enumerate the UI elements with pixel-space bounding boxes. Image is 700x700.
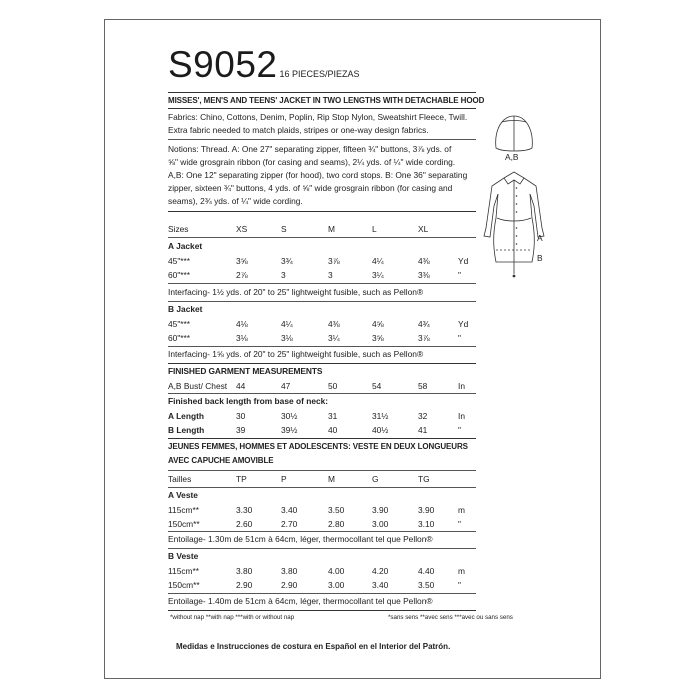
pattern-title: MISSES', MEN'S AND TEENS' JACKET IN TWO LENGTHS WITH DETACHABLE HOOD <box>168 96 485 105</box>
divider <box>168 211 476 212</box>
sizes-header-row-fr: Tailles TP P M G TG <box>168 474 430 484</box>
divider <box>168 139 476 140</box>
back-length-title: Finished back length from base of neck: <box>168 396 329 406</box>
section-label: B Veste <box>168 551 199 561</box>
yardage-row: 60"*** 2⅞ 3 3 3¼ 3⅜ " <box>168 270 461 280</box>
divider <box>168 548 476 549</box>
divider <box>168 393 476 394</box>
measurement-row: B Length 39 39½ 40 40½ 41 " <box>168 425 461 435</box>
spanish-note: Medidas e Instrucciones de costura en Español en el Interior del Patrón. <box>176 642 451 651</box>
yardage-row: 45"*** 3⅝ 3¾ 3⅞ 4¼ 4⅜ Yd <box>168 256 469 266</box>
divider <box>168 610 476 611</box>
view-b-label: B <box>537 253 543 263</box>
entoilage-line: Entoilage- 1.30m de 51cm à 64cm, léger, thermocollant tel que Pellon® <box>168 534 433 544</box>
divider <box>168 363 476 364</box>
divider <box>168 92 476 93</box>
metrage-row: 150cm** 2.60 2.70 2.80 3.00 3.10 " <box>168 519 461 529</box>
notions-line: ⅝" wide grosgrain ribbon (for casing and seams), 2¼ yds. of ¼" wide cording. <box>168 157 456 167</box>
section-label: A Jacket <box>168 241 203 251</box>
sizes-header-row: Sizes XS S M L XL <box>168 224 429 234</box>
footnote-fr: *sans sens **avec sens ***avec ou sans sens <box>388 614 513 621</box>
divider <box>168 108 476 109</box>
interfacing-line: Interfacing- 1½ yds. of 20" to 25" lightweight fusible, such as Pellon® <box>168 287 424 297</box>
measurement-row: A,B Bust/ Chest 44 47 50 54 58 In <box>168 381 465 391</box>
measurement-row: A Length 30 30½ 31 31½ 32 In <box>168 411 465 421</box>
section-label: B Jacket <box>168 304 203 314</box>
entoilage-line: Entoilage- 1.40m de 51cm à 64cm, léger, thermocollant tel que Pellon® <box>168 596 433 606</box>
hood-drawing <box>496 116 533 151</box>
divider <box>168 487 476 488</box>
hood-view-label: A,B <box>505 152 519 162</box>
header <box>168 44 360 86</box>
notions-line: A,B: One 12" separating zipper (for hood), two cord stops. B: One 36" separating <box>168 170 468 180</box>
metrage-row: 115cm** 3.30 3.40 3.50 3.90 3.90 m <box>168 505 465 515</box>
metrage-row: 150cm** 2.90 2.90 3.00 3.40 3.50 " <box>168 580 461 590</box>
notions-line: zipper, sixteen ¾" buttons, 4 yds. of ⅝" wide grosgrain ribbon (for casing and <box>168 183 453 193</box>
interfacing-line: Interfacing- 1⅝ yds. of 20" to 25" lightweight fusible, such as Pellon® <box>168 349 424 359</box>
divider <box>168 531 476 532</box>
footnote-en: *without nap **with nap ***with or without nap <box>170 614 295 621</box>
view-a-label: A <box>537 233 543 243</box>
divider <box>168 346 476 347</box>
metrage-row: 115cm** 3.80 3.80 4.00 4.20 4.40 m <box>168 566 465 576</box>
jacket-buttons <box>513 187 518 277</box>
jacket-illustration <box>480 110 550 300</box>
pattern-number: S9052 <box>168 44 278 85</box>
notions-line: Notions: Thread. A: One 27" separating zipper, fifteen ¾" buttons, 3⅞ yds. of <box>168 144 452 154</box>
piece-count: 16 PIECES/PIEZAS <box>279 69 360 79</box>
yardage-row: 45"*** 4⅛ 4¼ 4⅜ 4⅝ 4¾ Yd <box>168 319 469 329</box>
french-title: AVEC CAPUCHE AMOVIBLE <box>168 456 274 465</box>
divider <box>168 237 476 238</box>
divider <box>168 283 476 284</box>
fabrics-line: Extra fabric needed to match plaids, stripes or one-way design fabrics. <box>168 125 429 135</box>
divider <box>168 470 476 471</box>
divider <box>168 593 476 594</box>
jacket-drawing <box>484 172 544 274</box>
yardage-row: 60"*** 3⅛ 3⅛ 3¼ 3⅝ 3⅞ " <box>168 333 461 343</box>
divider <box>168 438 476 439</box>
section-label: A Veste <box>168 490 198 500</box>
notions-line: seams), 2¾ yds. of ¼" wide cording. <box>168 196 303 206</box>
divider <box>168 301 476 302</box>
finished-title: FINISHED GARMENT MEASUREMENTS <box>168 366 323 376</box>
french-title: JEUNES FEMMES, HOMMES ET ADOLESCENTS: VESTE EN DEUX LONGUEURS <box>168 442 468 451</box>
fabrics-line: Fabrics: Chino, Cottons, Denim, Poplin, Rip Stop Nylon, Sweatshirt Fleece, Twill. <box>168 112 468 122</box>
